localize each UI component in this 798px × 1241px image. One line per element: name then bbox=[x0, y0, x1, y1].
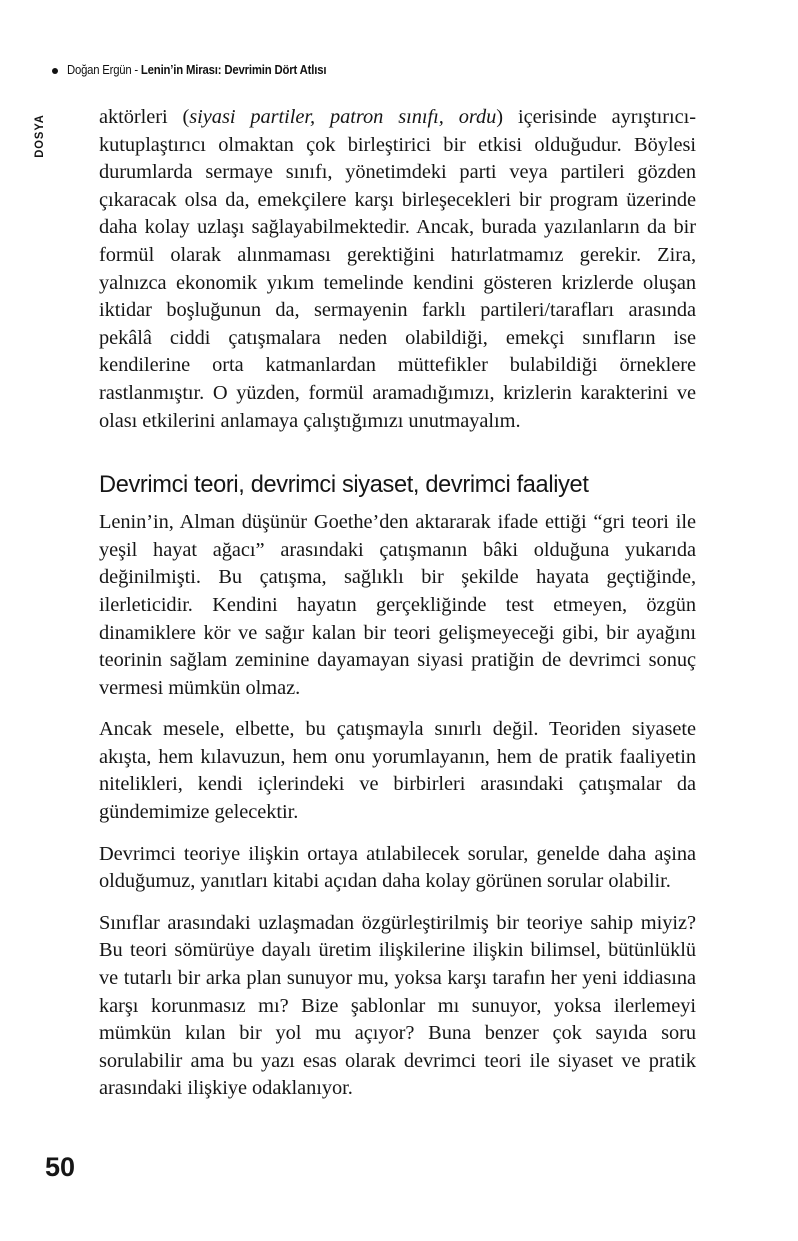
paragraph: Sınıflar arasındaki uzlaşmadan özgürleştirilmiş bir teoriye sahip miyiz? Bu teori sömürüye dayalı üretim ilişkilerine ilişkin bilimsel, bütünlüklü ve tutarlı bir arka plan sunuyor mu, yoksa karşı tarafın her yeni iddiasına karşı korunmasız mı? Bize şablonlar mı sunuyor, yoksa ilerlemeyi mümkün kılan bir yol mu açıyor? Buna benzer çok sayıda soru sorulabilir ama bu yazı esas olarak devrimci teori ile siyaset ve pratik arasındaki ilişkiye odaklanıyor. bbox=[99, 911, 696, 1100]
running-head-author: Doğan Ergün bbox=[67, 62, 132, 77]
section-tab bbox=[0, 96, 78, 176]
paragraph-run-roman: aktörleri ( bbox=[99, 106, 190, 128]
paragraph-run-italic: siyasi partiler, patron sınıfı, ordu bbox=[189, 106, 497, 128]
paragraph: Lenin’in, Alman düşünür Goethe’den aktararak ifade ettiği “gri teori ile yeşil hayat ağacı” arasındaki çatışmanın bâki olduğuna yukarıda değinilmişti. Bu çatışma, sağlıklı bir şekilde hayata geçtiğinde, ilerleticidir. Kendini hayatın gerçekliğinde test etmeyen, özgün dinamiklere kör ve sağır kalan bir teori gelişmeyeceği gibi, bir ayağını teorinin sağlam zeminine dayamayan siyasi pratiğin de devrimci sonuç vermesi mümkün olmaz. bbox=[99, 511, 696, 699]
paragraph-run-roman-tail: ) içerisinde ayrıştırıcı-kutuplaştırıcı olmaktan çok birleştirici bir etkisi olduğudur. Böylesi durumlarda sermaye sınıfı, yönetimdeki parti veya partileri gözden çıkaracak olsa da, emekçilere karşı birleşecekleri bir program üzerinde daha kolay uzlaşı sağlayabilmektedir. Ancak, burada yazılanların da bir formül olarak alınmaması gerektiğini hatırlatmamız gerekir. Zira, yalnızca ekonomik yıkım temelinde kendini gösteren krizlerde oluşan iktidar boşluğunun da, sermayenin farklı partileri/tarafları arasında pekâlâ ciddi çatışmalara neden olabildiği, emekçi sınıfların ise kendilerine orta katmanlardan müttefikler bulabildiği örneklere rastlanmıştır. O yüzden, formül aramadığımızı, krizlerin karakterini ve olası etkilerini anlamaya çalıştığımızı unutmayalım. bbox=[99, 106, 696, 432]
page-number: 50 bbox=[45, 1152, 76, 1182]
section-tab-label: DOSYA bbox=[32, 114, 46, 158]
text-column bbox=[99, 104, 696, 1103]
running-head bbox=[52, 62, 369, 77]
running-head-text bbox=[67, 62, 326, 77]
running-head-article-title: Lenin’in Mirası: Devrimin Dört Atlısı bbox=[140, 62, 327, 77]
paragraph: Devrimci teoriye ilişkin ortaya atılabilecek sorular, genelde daha aşina olduğumuz, yanıtları kitabi açıdan daha kolay görünen sorular olabilir. bbox=[99, 842, 696, 893]
paragraph-continued bbox=[99, 104, 696, 435]
paragraph: Ancak mesele, elbette, bu çatışmayla sınırlı değil. Teoriden siyasete akışta, hem kılavuzun, hem onu yorumlayanın, hem de pratik faaliyetin nitelikleri, kendi içlerindeki ve birbirleri arasındaki çatışmalar da gündemimize gelecektir. bbox=[99, 718, 696, 824]
section-heading: Devrimci teori, devrimci siyaset, devrimci faaliyet bbox=[99, 472, 589, 499]
running-head-separator: - bbox=[131, 62, 141, 77]
bullet-dot-icon bbox=[52, 68, 58, 74]
